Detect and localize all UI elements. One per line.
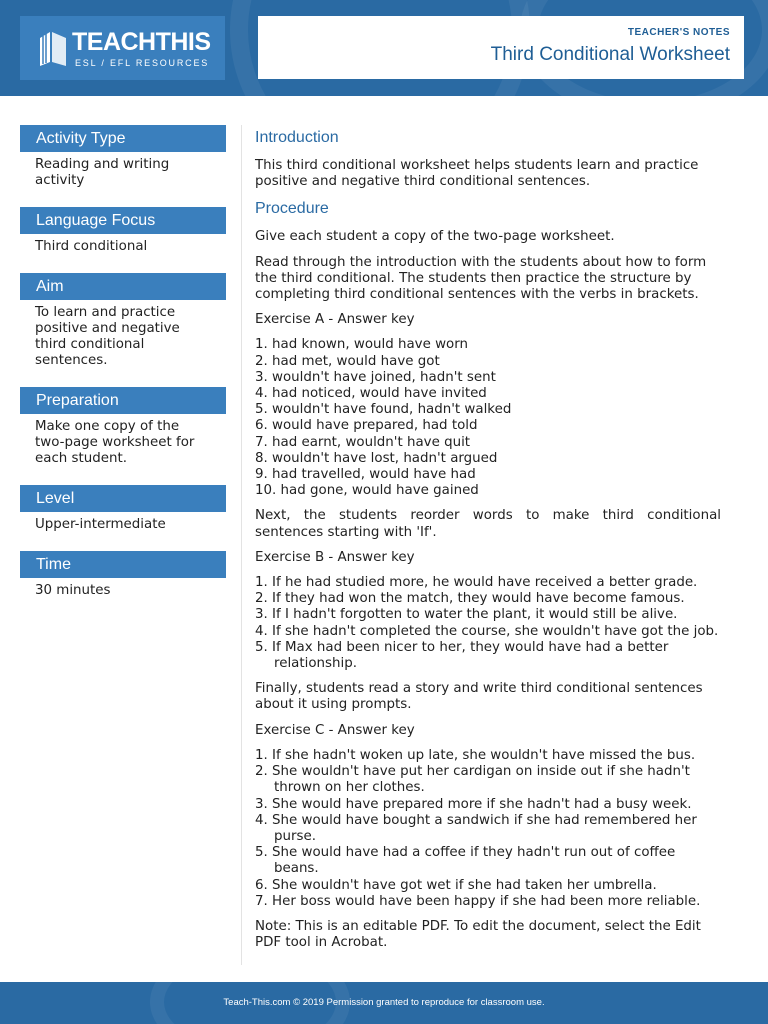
list-item: 7. had earnt, wouldn't have quit: [255, 434, 471, 450]
sidebar-heading: Aim: [20, 273, 226, 300]
sidebar-value: Make one copy of the two-page worksheet for each student.: [35, 419, 195, 466]
teachers-notes-label: TEACHER'S NOTES: [627, 27, 730, 38]
sidebar-value: 30 minutes: [35, 583, 111, 598]
list-item: 3. If I hadn't forgotten to water the plant, it would still be alive.: [255, 607, 678, 623]
list-item: 6. She wouldn't have got wet if she had taken her umbrella.: [255, 877, 657, 893]
introduction-text: This third conditional worksheet helps students learn and practice positive and negative third conditional sentences.: [255, 158, 699, 190]
list-item: 2. If they had won the match, they would have become famous.: [255, 591, 685, 607]
sidebar-value: To learn and practice positive and negative third conditional sentences.: [35, 305, 180, 368]
exercise-b-answers: [255, 575, 721, 672]
sidebar-value: Upper-intermediate: [35, 517, 166, 532]
list-item: 6. would have prepared, had told: [255, 418, 478, 434]
sidebar: [20, 125, 226, 599]
list-item: 5. wouldn't have found, hadn't walked: [255, 402, 512, 418]
sidebar-heading: Level: [20, 485, 226, 512]
sidebar-value: Third conditional: [35, 239, 148, 254]
procedure-heading: Procedure: [255, 200, 329, 218]
list-item: 3. wouldn't have joined, hadn't sent: [255, 369, 496, 385]
list-item: 4. She would have bought a sandwich if she had remembered her purse.: [255, 812, 697, 844]
list-item: 2. had met, would have got: [255, 353, 440, 369]
sidebar-section-level: [20, 485, 226, 533]
procedure-paragraph: Give each student a copy of the two-page worksheet.: [255, 229, 615, 245]
exercise-c-label: Exercise C - Answer key: [255, 722, 415, 738]
exercise-b-label: Exercise B - Answer key: [255, 549, 415, 565]
procedure-paragraph: Next, the students reorder words to make third conditional sentences starting with 'If'.: [255, 508, 721, 540]
footer-copyright: Teach-This.com © 2019 Permission granted to reproduce for classroom use.: [223, 997, 545, 1008]
sidebar-section-language-focus: [20, 207, 226, 255]
procedure-paragraph: Finally, students read a story and write third conditional sentences about it using prompts.: [255, 681, 703, 713]
list-item: 3. She would have prepared more if she hadn't had a busy week.: [255, 796, 692, 812]
column-divider: [241, 125, 242, 965]
sidebar-heading: Time: [20, 551, 226, 578]
sidebar-heading: Language Focus: [20, 207, 226, 234]
list-item: 9. had travelled, would have had: [255, 467, 476, 483]
logo-title: TEACHTHIS: [72, 28, 211, 56]
sidebar-section-aim: [20, 273, 226, 369]
sidebar-value: Reading and writing activity: [35, 157, 170, 188]
list-item: 4. If she hadn't completed the course, she wouldn't have got the job.: [255, 623, 719, 639]
list-item: 7. Her boss would have been happy if she had been more reliable.: [255, 893, 701, 909]
list-item: 4. had noticed, would have invited: [255, 386, 487, 402]
list-item: 1. If she hadn't woken up late, she wouldn't have missed the bus.: [255, 747, 696, 763]
introduction-heading: Introduction: [255, 129, 339, 146]
sidebar-section-time: [20, 551, 226, 599]
list-item: 1. If he had studied more, he would have received a better grade.: [255, 575, 698, 591]
logo-subtitle: ESL / EFL RESOURCES: [75, 58, 210, 68]
worksheet-title: Third Conditional Worksheet: [490, 44, 730, 65]
exercise-a-answers: [255, 337, 721, 499]
editable-pdf-note: Note: This is an editable PDF. To edit the document, select the Edit PDF tool in Acrobat.: [255, 918, 701, 951]
logo: [20, 16, 225, 80]
sidebar-section-preparation: [20, 387, 226, 467]
title-box: [258, 16, 744, 79]
list-item: 2. She wouldn't have put her cardigan on inside out if she hadn't thrown on her clothes.: [255, 764, 690, 796]
list-item: 8. wouldn't have lost, hadn't argued: [255, 450, 498, 466]
sidebar-heading: Preparation: [20, 387, 226, 414]
page-footer: [0, 982, 768, 1024]
procedure-paragraph: Read through the introduction with the students about how to form the third conditional. The students then practice the structure by completing third conditional sentences with the verbs in brackets.: [255, 254, 707, 303]
exercise-c-answers: [255, 748, 721, 910]
list-item: 5. If Max had been nicer to her, they would have had a better relationship.: [255, 639, 669, 672]
sidebar-heading: Activity Type: [20, 125, 226, 152]
exercise-a-label: Exercise A - Answer key: [255, 312, 415, 328]
main-content: [255, 128, 721, 960]
book-icon: [36, 28, 70, 68]
sidebar-section-activity-type: [20, 125, 226, 189]
page-header: [0, 0, 768, 96]
list-item: 10. had gone, would have gained: [255, 483, 479, 499]
list-item: 5. She would have had a coffee if they hadn't run out of coffee beans.: [255, 845, 676, 877]
list-item: 1. had known, would have worn: [255, 337, 468, 353]
